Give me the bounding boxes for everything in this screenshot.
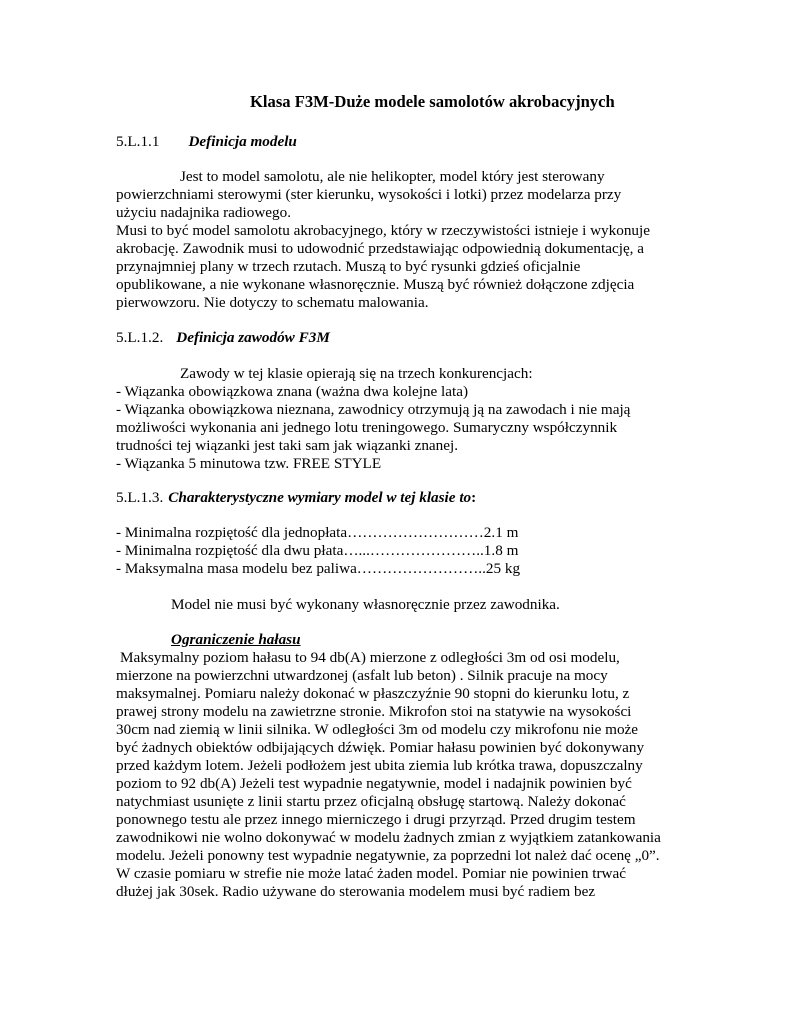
paragraph-line: mierzone na powierzchni utwardzonej (asfalt lub beton) . Silnik pracuje na mocy xyxy=(116,667,608,684)
list-item: - Wiązanka obowiązkowa znana (ważna dwa kolejne lata) xyxy=(116,383,469,400)
section-number: 5.L.1.2. xyxy=(116,329,164,346)
paragraph-line: natychmiast usunięte z linii startu przez oficjalną obsługę startową. Należy dokonać xyxy=(116,793,626,810)
paragraph-line: Musi to być model samolotu akrobacyjnego, który w rzeczywistości istnieje i wykonuje xyxy=(116,222,650,239)
paragraph-line: zawodnikowi nie wolno dokonywać w modelu żadnych zmian z wyjątkiem zatankowania xyxy=(116,829,661,846)
paragraph-line: poziom to 92 db(A) Jeżeli test wypadnie negatywnie, model i nadajnik powinien być xyxy=(116,775,632,792)
section-title: Definicja modelu xyxy=(188,133,297,150)
section-heading-definicja-zawodow xyxy=(116,329,330,347)
paragraph-line: maksymalnej. Pomiaru należy dokonać w płaszczyźnie 90 stopni do kierunku lotu, z xyxy=(116,685,630,702)
section-title-colon: : xyxy=(471,489,477,506)
paragraph-line: 30cm nad ziemią w linii silnika. W odległości 3m od modelu czy mikrofonu nie może xyxy=(116,721,639,738)
paragraph-line: opublikowane, a nie wykonane własnoręcznie. Muszą być również dołączone zdjęcia xyxy=(116,276,635,293)
paragraph-line: użyciu nadajnika radiowego. xyxy=(116,204,292,221)
list-item: - Maksymalna masa modelu bez paliwa……………………..25 kg xyxy=(116,560,521,577)
section-title: Ograniczenie hałasu xyxy=(171,631,301,648)
paragraph-line: prawej strony modelu na zawietrzne stronie. Mikrofon stoi na statywie na wysokości xyxy=(116,703,632,720)
section-body-definicja-modelu xyxy=(116,168,676,312)
paragraph-line: pierwowzoru. Nie dotyczy to schematu malowania. xyxy=(116,294,429,311)
paragraph-line: możliwości wykonania ani jednego lotu treningowego. Sumaryczny współczynnik xyxy=(116,419,618,436)
section-title: Charakterystyczne wymiary model w tej klasie to xyxy=(168,489,472,506)
paragraph-line: modelu. Jeżeli ponowny test wypadnie negatywnie, za poprzedni lot należ dać ocenę „0”. xyxy=(116,847,660,864)
section-number: 5.L.1.1 xyxy=(116,133,160,150)
list-item: - Wiązanka 5 minutowa tzw. FREE STYLE xyxy=(116,455,382,472)
paragraph-line: powierzchniami sterowymi (ster kierunku, wysokości i lotki) przez modelarza przy xyxy=(116,186,622,203)
section-number: 5.L.1.3. xyxy=(116,489,164,506)
paragraph-line: trudności tej wiązanki jest taki sam jak wiązanki znanej. xyxy=(116,437,459,454)
section-heading-wymiary xyxy=(116,489,476,507)
section-note xyxy=(116,596,676,614)
paragraph-line: ponownego testu ale przez innego mierniczego i drugi przyrząd. Przed drugim testem xyxy=(116,811,636,828)
section-heading-definicja-modelu xyxy=(116,133,297,151)
section-heading-ograniczenie-halasu xyxy=(171,631,301,649)
paragraph-line: Maksymalny poziom hałasu to 94 db(A) mierzone z odległości 3m od osi modelu, xyxy=(120,649,620,666)
list-item: - Minimalna rozpiętość dla jednopłata………………………2.1 m xyxy=(116,524,519,541)
paragraph-line: W czasie pomiaru w strefie nie może latać żaden model. Pomiar nie powinien trwać xyxy=(116,865,626,882)
section-body-ograniczenie-halasu xyxy=(116,649,696,901)
paragraph-line: Jest to model samolotu, ale nie helikopter, model który jest sterowany xyxy=(180,168,605,185)
section-title: Definicja zawodów F3M xyxy=(176,329,330,346)
paragraph-line: akrobację. Zawodnik musi to udowodnić przedstawiając odpowiednią dokumentację, a xyxy=(116,240,645,257)
paragraph-line: przed każdym lotem. Jeżeli podłożem jest ubita ziemia lub krótka trawa, dopuszczalny xyxy=(116,757,643,774)
paragraph-line: przynajmniej plany w trzech rzutach. Muszą to być rysunki gdzieś oficjalnie xyxy=(116,258,581,275)
list-item: - Wiązanka obowiązkowa nieznana, zawodnicy otrzymują ją na zawodach i nie mają xyxy=(116,401,631,418)
dimensions-list xyxy=(116,524,676,578)
paragraph-line: Zawody w tej klasie opierają się na trzech konkurencjach: xyxy=(180,365,533,382)
paragraph-line: Model nie musi być wykonany własnoręcznie przez zawodnika. xyxy=(171,596,560,613)
paragraph-line: być żadnych obiektów odbijających dźwięk. Pomiar hałasu powinien być dokonywany xyxy=(116,739,645,756)
section-body-definicja-zawodow xyxy=(116,365,676,473)
list-item: - Minimalna rozpiętość dla dwu płata…...…………………..1.8 m xyxy=(116,542,519,559)
document-title: Klasa F3M-Duże modele samolotów akrobacyjnych xyxy=(250,92,615,111)
paragraph-line: dłużej jak 30sek. Radio używane do sterowania modelem musi być radiem bez xyxy=(116,883,596,900)
